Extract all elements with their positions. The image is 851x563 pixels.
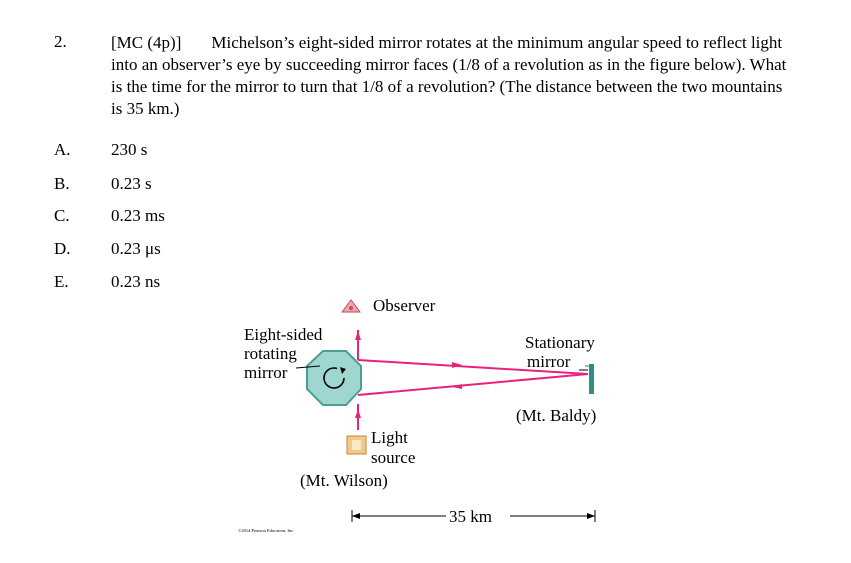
beam-arrow-source <box>355 409 361 418</box>
stationary-mirror <box>585 364 594 394</box>
copyright-text: ©2014 Pearson Education, Inc. <box>238 528 295 533</box>
question-text: Michelson’s eight-sided mirror rotates at the minimum angular speed to reflect light into an observer’s eye by succeeding mirror faces (1/8 of a revolution as in the figure below). What is the time for the mirror to turn that 1/8 of a revolution? (The distance between the two mountains is 35 km.) <box>111 33 787 118</box>
question-tag: [MC (4p)] <box>111 33 182 52</box>
stationary-label-line-1: Stationary <box>525 333 595 352</box>
choice-value: 0.23 s <box>111 174 152 193</box>
mirror-label-line-1: Eight-sided <box>244 325 323 344</box>
beam-back <box>358 374 588 395</box>
observer-eye-icon <box>342 300 360 312</box>
baldy-label: (Mt. Baldy) <box>516 406 597 425</box>
choice-letter: C. <box>54 206 70 225</box>
source-label-line-2: source <box>371 448 416 467</box>
choice-letter: A. <box>54 140 71 159</box>
mirror-label-line-2: rotating <box>244 344 297 363</box>
light-source-icon <box>347 436 366 454</box>
choice-value: 230 s <box>111 140 148 159</box>
beam-arrow-up <box>355 331 361 340</box>
question-number: 2. <box>54 32 67 51</box>
eight-sided-mirror <box>307 351 361 405</box>
distance-label: 35 km <box>449 507 492 526</box>
mirror-label-line-3: mirror <box>244 363 288 382</box>
distance-indicator <box>352 507 595 526</box>
choice-letter: B. <box>54 174 70 193</box>
choice-letter: E. <box>54 272 69 291</box>
source-label-line-1: Light <box>371 428 408 447</box>
wilson-label: (Mt. Wilson) <box>300 471 388 490</box>
choice-value: 0.23 ns <box>111 272 161 291</box>
octagon-shape <box>307 351 361 405</box>
stationary-label-line-2: mirror <box>527 352 571 371</box>
choice-value: 0.23 ms <box>111 206 165 225</box>
choice-letter: D. <box>54 239 71 258</box>
choice-value: 0.23 μs <box>111 239 161 258</box>
observer-label: Observer <box>373 296 436 315</box>
